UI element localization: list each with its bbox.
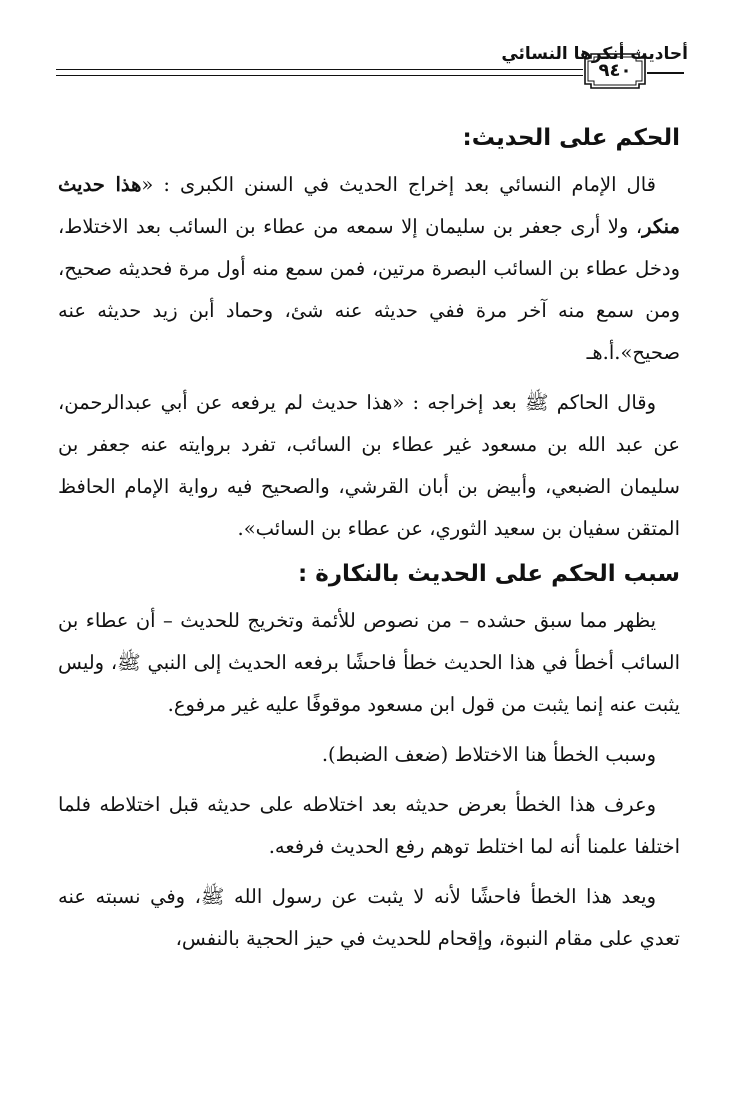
paragraph-reason-1: يظهر مما سبق حشده – من نصوص للأئمة وتخريج للحديث – أن عطاء بن السائب أخطأ في هذا الحديث خطأ فاحشًا برفعه الحديث إلى النبي ﷺ، وليس يثبت عنه إنما يثبت من قول ابن مسعود موقوفًا عليه غير مرفوع. bbox=[58, 609, 680, 716]
quote-text-after: ، ولا أرى جعفر بن سليمان إلا سمعه من عطاء بن السائب بعد الاختلاط، ودخل عطاء بن السائب البصرة مرتين، فمن سمع منه أول مرة فحديثه صحيح، ومن سمع منه آخر مرة ففي حديثه عنه شئ، وحماد أبن زيد حديثه عنه صحيح».أ.هـ bbox=[58, 215, 680, 364]
running-title: أحاديث أنكرها النسائي bbox=[501, 44, 688, 64]
header-rule-bottom bbox=[56, 75, 583, 76]
page-content bbox=[58, 118, 680, 960]
paragraph-hakim-quote: وقال الحاكم ﷺ بعد إخراجه : «هذا حديث لم يرفعه عن أبي عبدالرحمن، عن عبد الله بن مسعود غير عطاء بن السائب، تفرد بروايته عنه جعفر بن سليمان الضبعي، وأبيض بن أبان القرشي، والصحيح فيه رواية الإمام الحافظ المتقن سفيان بن سعيد الثوري، عن عطاء بن السائب». bbox=[58, 391, 680, 540]
header-rule-top bbox=[56, 69, 583, 70]
paragraph-reason-3: وعرف هذا الخطأ بعرض حديثه بعد اختلاطه على حديثه قبل اختلاطه فلما اختلفا علمنا أنه لما اختلط توهم رفع الحديث فرفعه. bbox=[58, 793, 680, 858]
paragraph-reason-2: وسبب الخطأ هنا الاختلاط (ضعف الضبط). bbox=[321, 743, 656, 766]
section-heading-reason: سبب الحكم على الحديث بالنكارة : bbox=[298, 561, 680, 587]
quote-text-before: قال الإمام النسائي بعد إخراج الحديث في السنن الكبرى : « bbox=[141, 173, 656, 196]
section-heading-ruling: الحكم على الحديث: bbox=[462, 125, 680, 151]
paragraph-nasai-quote bbox=[58, 164, 680, 374]
paragraph-reason-4: ويعد هذا الخطأ فاحشًا لأنه لا يثبت عن رسول الله ﷺ، وفي نسبته عنه تعدي على مقام النبوة، وإقحام للحديث في حيز الحجية بالنفس، bbox=[58, 885, 680, 950]
quote-bold-verdict: هذا حديث منكر bbox=[58, 173, 680, 238]
header-rule-right bbox=[647, 72, 684, 74]
page-number: ٩٤٠ bbox=[598, 60, 632, 81]
page-number-frame bbox=[583, 52, 647, 90]
